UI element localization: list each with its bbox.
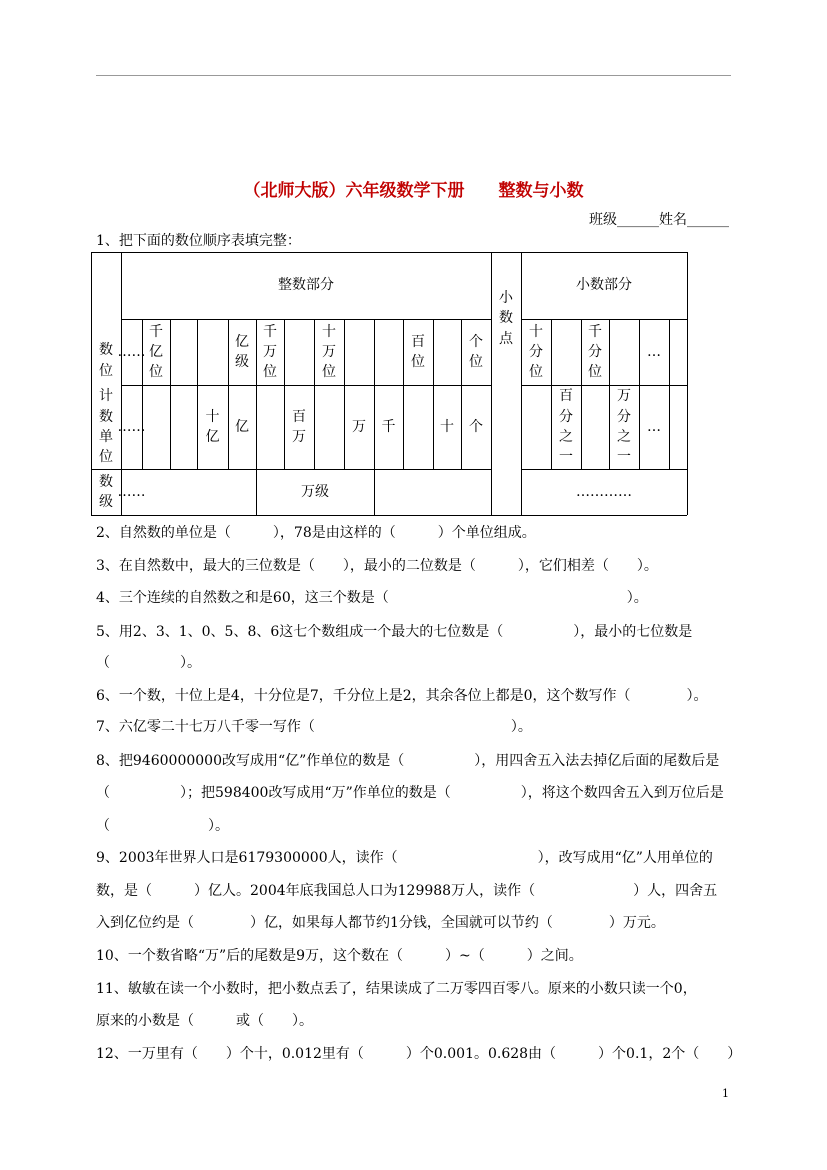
question-11-line-2: 原来的小数是（ 或（ ）。 — [96, 1013, 313, 1029]
level-decimal-dots: ………… — [576, 483, 632, 500]
header-ji-shu-dan-wei: 计数单位 — [99, 388, 113, 466]
place-value-table — [91, 252, 687, 515]
page-number: 1 — [722, 1087, 729, 1100]
place-shi-wan: 十万位 — [322, 323, 336, 381]
place-qian-yi: 千亿位 — [149, 323, 163, 381]
question-12: 12、一万里有（ ）个十，0.012里有（ ）个0.001。0.628由（ ）个0.1，2个（ ） — [96, 1046, 742, 1062]
question-5-line-2: （ ）。 — [96, 655, 201, 671]
unit-decimal-dots: … — [647, 418, 661, 435]
header-decimal-part: 小数部分 — [576, 277, 632, 294]
question-2: 2、自然数的单位是（ ），78是由这样的（ ）个单位组成。 — [96, 525, 536, 541]
question-11-line-1: 11、敏敏在读一个小数时，把小数点丢了，结果读成了二万零四百零八。原来的小数只读一个0， — [96, 981, 697, 997]
question-8-line-2: （ ）；把598400改写成用“万”作单位的数是（ ），将这个数四舍五入到万位后是 — [96, 785, 724, 801]
class-name-line: 班级______姓名______ — [589, 212, 729, 228]
place-dots: …… — [117, 343, 146, 360]
place-yi-ji: 亿级 — [235, 333, 249, 370]
question-9-line-2: 数，是（ ）亿人。2004年底我国总人口为129988万人，读作（ ）人，四舍五 — [96, 883, 718, 899]
table-rule — [687, 252, 688, 515]
unit-qian: 千 — [381, 418, 396, 435]
unit-dots: …… — [117, 418, 146, 435]
question-1: 1、把下面的数位顺序表填完整： — [96, 233, 301, 249]
question-8-line-1: 8、把9460000000改写成用“亿”作单位的数是（ ），用四舍五入法去掉亿后面的尾数后是 — [96, 753, 720, 769]
question-9-line-1: 9、2003年世界人口是6179300000人，读作（ ），改写成用“亿”人用单位的 — [96, 850, 713, 866]
question-3: 3、在自然数中，最大的三位数是（ ），最小的二位数是（ ），它们相差（ ）。 — [96, 558, 658, 574]
place-shi-fen: 十分位 — [529, 323, 543, 381]
unit-shi-yi: 十亿 — [205, 408, 220, 445]
table-rule — [669, 319, 670, 469]
header-integer-part: 整数部分 — [278, 277, 334, 294]
unit-ge: 个 — [469, 418, 483, 435]
header-shu-wei: 数位 — [99, 342, 113, 379]
unit-bai-wan: 百万 — [292, 408, 306, 445]
table-rule — [170, 319, 171, 469]
question-10: 10、一个数省略“万”后的尾数是9万，这个数在（ ）~（ ）之间。 — [96, 948, 583, 964]
question-9-line-3: 入到亿位约是（ ）亿，如果每人都节约1分钱，全国就可以节约（ ）万元。 — [96, 915, 665, 931]
place-decimal-dots: … — [647, 343, 661, 360]
unit-bai-fen-zhi-yi: 百分之一 — [559, 388, 573, 466]
table-rule — [121, 319, 491, 320]
page-title: （北师大版）六年级数学下册 整数与小数 — [243, 181, 584, 201]
level-wan-ji: 万级 — [301, 483, 329, 500]
header-decimal-point: 小数点 — [499, 290, 513, 347]
question-7: 7、六亿零二十七万八千零一写作（ ）。 — [96, 719, 532, 735]
place-ge: 个位 — [469, 333, 483, 370]
question-6: 6、一个数，十位上是4，十分位是7，千分位上是2，其余各位上都是0，这个数写作（ ）。 — [96, 688, 708, 704]
place-qian-fen: 千分位 — [588, 323, 602, 381]
header-shu-ji: 数级 — [99, 473, 113, 510]
unit-yi: 亿 — [235, 418, 249, 435]
table-rule — [91, 515, 687, 516]
question-4: 4、三个连续的自然数之和是60，这三个数是（ ）。 — [96, 590, 648, 606]
unit-wan: 万 — [352, 418, 366, 435]
place-bai: 百位 — [411, 333, 425, 370]
header-rule — [96, 75, 731, 76]
place-qian-wan: 千万位 — [263, 323, 277, 381]
unit-wan-fen-zhi-yi: 万分之一 — [617, 388, 631, 466]
level-dots: …… — [117, 483, 146, 500]
question-5-line-1: 5、用2、3、1、0、5、8、6这七个数组成一个最大的七位数是（ ），最小的七位数是 — [96, 624, 693, 640]
unit-shi: 十 — [440, 418, 454, 435]
question-8-line-3: （ ）。 — [96, 818, 229, 834]
